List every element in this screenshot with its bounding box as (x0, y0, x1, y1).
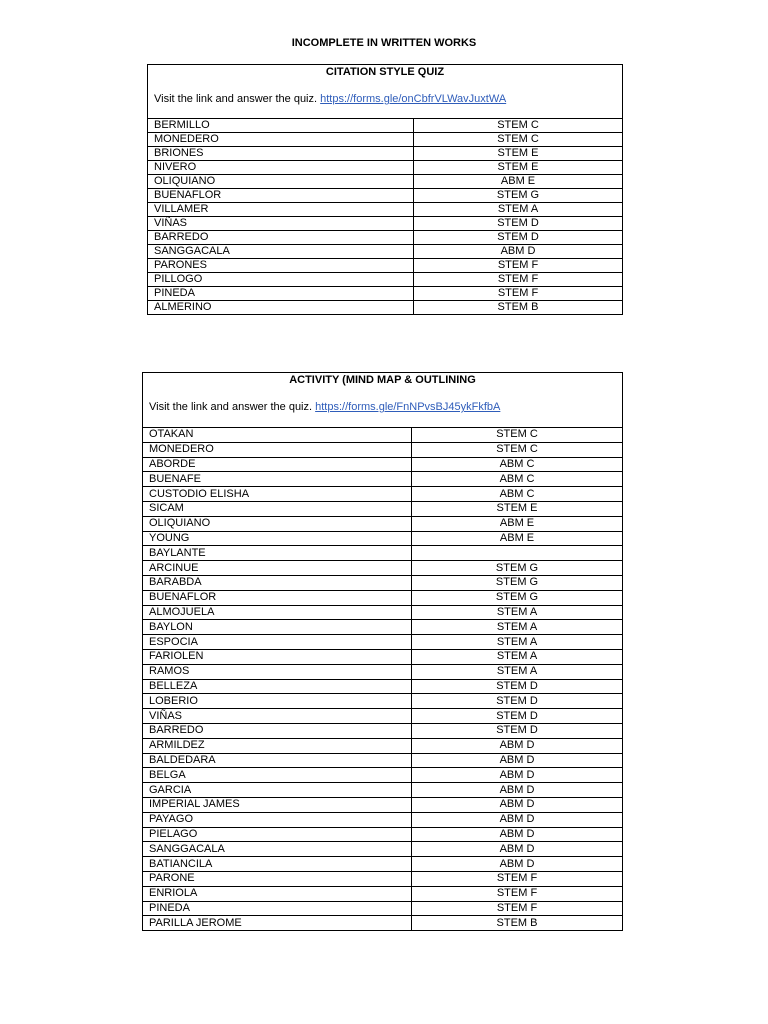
student-strand: ABM D (412, 783, 623, 798)
student-name: IMPERIAL JAMES (143, 797, 412, 812)
table-row (148, 189, 623, 203)
table-row (148, 301, 623, 315)
table-row (143, 501, 623, 516)
student-strand: ABM D (412, 768, 623, 783)
student-name: PINEDA (148, 287, 414, 301)
table-row (143, 812, 623, 827)
student-name: VIÑAS (148, 217, 414, 231)
student-name: LOBERIO (143, 694, 412, 709)
student-name: BATIANCILA (143, 857, 412, 872)
table-row (143, 620, 623, 635)
student-strand: STEM A (412, 605, 623, 620)
table-row (143, 679, 623, 694)
student-name: PIELAGO (143, 827, 412, 842)
student-strand: STEM F (414, 273, 623, 287)
student-strand: STEM A (414, 203, 623, 217)
table-row (143, 901, 623, 916)
student-name: ESPOCIA (143, 635, 412, 650)
table-row (148, 231, 623, 245)
student-name: VILLAMER (148, 203, 414, 217)
mind-map-activity-table (142, 372, 623, 931)
student-strand: ABM D (412, 797, 623, 812)
table-header-row (143, 373, 623, 428)
section-instruction-line (149, 401, 616, 414)
student-strand: STEM C (412, 442, 623, 457)
student-name: VIÑAS (143, 709, 412, 724)
section-instruction: Visit the link and answer the quiz. (149, 401, 313, 413)
table-row (143, 487, 623, 502)
section-instruction-line (154, 93, 616, 106)
student-strand: STEM A (412, 649, 623, 664)
student-name: GARCIA (143, 783, 412, 798)
student-name: OLIQUIANO (143, 516, 412, 531)
student-strand: STEM C (412, 428, 623, 443)
document-title: INCOMPLETE IN WRITTEN WORKS (291, 37, 477, 49)
section-title: CITATION STYLE QUIZ (325, 66, 445, 78)
student-strand: STEM D (412, 709, 623, 724)
table-header-row (148, 65, 623, 119)
student-strand (412, 546, 623, 561)
table-row (143, 842, 623, 857)
student-name: ALMERINO (148, 301, 414, 315)
student-strand: STEM B (412, 916, 623, 931)
table-row (143, 797, 623, 812)
student-strand: STEM D (412, 694, 623, 709)
student-name: ALMOJUELA (143, 605, 412, 620)
student-strand: STEM C (414, 119, 623, 133)
student-name: CUSTODIO ELISHA (143, 487, 412, 502)
student-strand: STEM F (414, 287, 623, 301)
table-row (143, 768, 623, 783)
student-strand: ABM D (412, 827, 623, 842)
student-strand: ABM E (414, 175, 623, 189)
student-strand: STEM F (412, 886, 623, 901)
table-row (143, 561, 623, 576)
table-row (148, 273, 623, 287)
citation-quiz-table (147, 64, 623, 315)
table-row (143, 590, 623, 605)
student-strand: ABM E (412, 531, 623, 546)
student-name: BARABDA (143, 575, 412, 590)
table-row (143, 472, 623, 487)
student-strand: STEM B (414, 301, 623, 315)
table-row (148, 259, 623, 273)
student-strand: ABM D (412, 857, 623, 872)
table-row (143, 827, 623, 842)
student-strand: STEM G (414, 189, 623, 203)
student-name: NIVERO (148, 161, 414, 175)
student-name: MONEDERO (143, 442, 412, 457)
table-row (148, 175, 623, 189)
table-row (148, 217, 623, 231)
student-strand: STEM G (412, 575, 623, 590)
student-name: BARREDO (148, 231, 414, 245)
table-row (143, 857, 623, 872)
table-row (143, 531, 623, 546)
table-row (143, 442, 623, 457)
student-name: BAYLON (143, 620, 412, 635)
table-row (143, 871, 623, 886)
student-name: ARCINUE (143, 561, 412, 576)
student-strand: ABM D (412, 738, 623, 753)
student-name: BUENAFLOR (148, 189, 414, 203)
table-row (143, 605, 623, 620)
table-row (148, 147, 623, 161)
student-name: BUENAFE (143, 472, 412, 487)
student-name: BALDEDARA (143, 753, 412, 768)
student-name: PARILLA JEROME (143, 916, 412, 931)
student-strand: ABM D (412, 842, 623, 857)
table-row (148, 161, 623, 175)
student-name: SICAM (143, 501, 412, 516)
table-row (143, 575, 623, 590)
table-row (143, 886, 623, 901)
student-name: BELGA (143, 768, 412, 783)
student-strand: STEM C (414, 133, 623, 147)
student-strand: ABM D (412, 753, 623, 768)
student-strand: STEM G (412, 561, 623, 576)
student-name: ABORDE (143, 457, 412, 472)
student-name: YOUNG (143, 531, 412, 546)
student-name: SANGGACALA (143, 842, 412, 857)
student-name: ENRIOLA (143, 886, 412, 901)
student-strand: STEM F (412, 871, 623, 886)
student-strand: ABM D (412, 812, 623, 827)
student-strand: ABM C (412, 457, 623, 472)
table-row (148, 287, 623, 301)
student-strand: ABM D (414, 245, 623, 259)
table-row (143, 428, 623, 443)
student-name: PILLOGO (148, 273, 414, 287)
student-name: BELLEZA (143, 679, 412, 694)
table-row (143, 664, 623, 679)
table-row (143, 694, 623, 709)
quiz-link[interactable]: https://forms.gle/FnNPvsBJ45ykFkfbA (315, 401, 501, 413)
student-name: PINEDA (143, 901, 412, 916)
student-name: BUENAFLOR (143, 590, 412, 605)
student-name: BARREDO (143, 723, 412, 738)
student-strand: ABM C (412, 472, 623, 487)
student-name: BERMILLO (148, 119, 414, 133)
student-strand: STEM A (412, 635, 623, 650)
student-strand: STEM D (412, 679, 623, 694)
table-row (143, 546, 623, 561)
student-strand: STEM F (412, 901, 623, 916)
student-strand: STEM E (414, 147, 623, 161)
student-name: BRIONES (148, 147, 414, 161)
student-name: ARMILDEZ (143, 738, 412, 753)
table-row (148, 133, 623, 147)
student-name: MONEDERO (148, 133, 414, 147)
student-strand: STEM E (412, 501, 623, 516)
student-name: PAYAGO (143, 812, 412, 827)
section-header (143, 373, 623, 428)
quiz-link[interactable]: https://forms.gle/onCbfrVLWavJuxtWA (320, 93, 507, 105)
section-title: ACTIVITY (MIND MAP & OUTLINING (289, 374, 476, 386)
student-name: FARIOLEN (143, 649, 412, 664)
student-name: RAMOS (143, 664, 412, 679)
table-row (143, 738, 623, 753)
student-strand: ABM C (412, 487, 623, 502)
table-row (143, 753, 623, 768)
table-row (143, 457, 623, 472)
student-name: PARONE (143, 871, 412, 886)
table-row (143, 649, 623, 664)
student-strand: STEM A (412, 664, 623, 679)
table-row (143, 709, 623, 724)
student-strand: STEM G (412, 590, 623, 605)
student-name: PARONES (148, 259, 414, 273)
student-strand: STEM D (414, 217, 623, 231)
student-strand: STEM F (414, 259, 623, 273)
table-row (143, 916, 623, 931)
table-row (148, 119, 623, 133)
student-strand: STEM D (412, 723, 623, 738)
table-row (143, 635, 623, 650)
table-row (143, 723, 623, 738)
student-strand: STEM E (414, 161, 623, 175)
student-name: OTAKAN (143, 428, 412, 443)
student-name: BAYLANTE (143, 546, 412, 561)
student-name: OLIQUIANO (148, 175, 414, 189)
section-instruction: Visit the link and answer the quiz. (154, 93, 318, 105)
student-name: SANGGACALA (148, 245, 414, 259)
student-strand: STEM A (412, 620, 623, 635)
table-row (143, 783, 623, 798)
student-strand: STEM D (414, 231, 623, 245)
table-row (148, 245, 623, 259)
table-row (143, 516, 623, 531)
table-row (148, 203, 623, 217)
section-header (148, 65, 623, 119)
student-strand: ABM E (412, 516, 623, 531)
